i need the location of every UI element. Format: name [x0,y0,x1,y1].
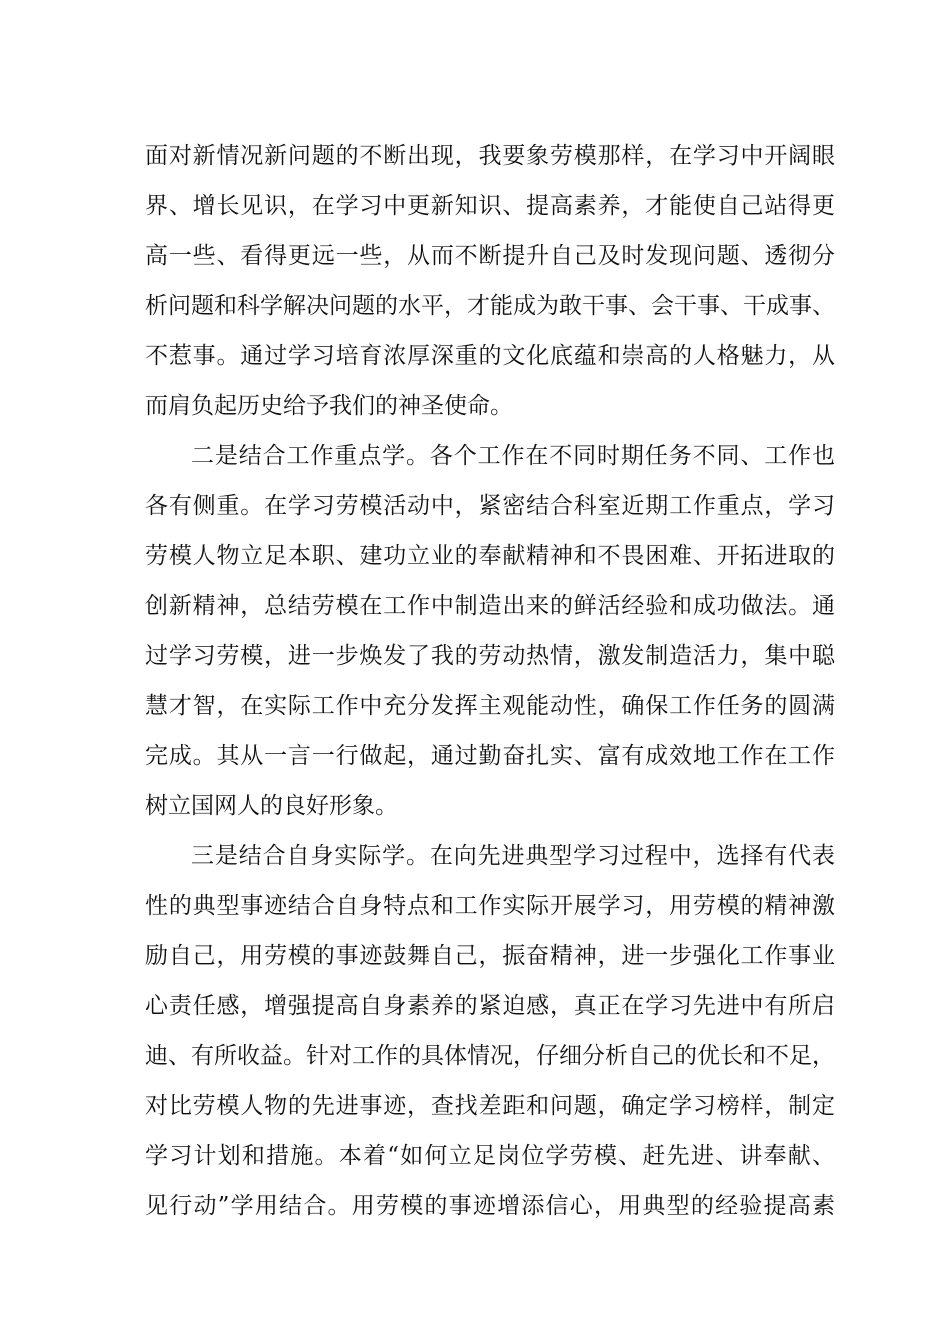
text-line: 界、增长见识，在学习中更新知识、提高素养，才能使自己站得更 [145,193,835,219]
text-line: 心责任感，增强提高自身素养的紧迫感，真正在学习先进中有所启 [145,993,835,1019]
text-line: 劳模人物立足本职、建功立业的奉献精神和不畏困难、开拓进取的 [145,543,835,569]
paragraph-self-practice [145,831,835,1231]
text-line: 二是结合工作重点学。各个工作在不同时期任务不同、工作也 [191,443,835,469]
text-line: 慧才智，在实际工作中充分发挥主观能动性，确保工作任务的圆满 [145,693,835,719]
text-line: 对比劳模人物的先进事迹，查找差距和问题，确定学习榜样，制定 [145,1093,835,1119]
text-line: 不惹事。通过学习培育浓厚深重的文化底蕴和崇高的人格魅力，从 [145,343,835,369]
paragraph-continuation [145,131,835,431]
text-line: 树立国网人的良好形象。 [145,793,398,819]
text-line: 面对新情况新问题的不断出现，我要象劳模那样，在学习中开阔眼 [145,143,835,169]
paragraph-work-focus [145,431,835,831]
text-line: 励自己，用劳模的事迹鼓舞自己，振奋精神，进一步强化工作事业 [145,943,835,969]
text-line: 三是结合自身实际学。在向先进典型学习过程中，选择有代表 [191,843,835,869]
text-line: 见行动”学用结合。用劳模的事迹增添信心，用典型的经验提高素 [145,1193,835,1219]
text-line: 各有侧重。在学习劳模活动中，紧密结合科室近期工作重点，学习 [145,493,835,519]
text-line: 完成。其从一言一行做起，通过勤奋扎实、富有成效地工作在工作 [145,743,835,769]
text-line: 过学习劳模，进一步焕发了我的劳动热情，激发制造活力，集中聪 [145,643,835,669]
text-line: 性的典型事迹结合自身特点和工作实际开展学习，用劳模的精神激 [145,893,835,919]
text-line: 迪、有所收益。针对工作的具体情况，仔细分析自己的优长和不足， [145,1043,835,1069]
text-line: 创新精神，总结劳模在工作中制造出来的鲜活经验和成功做法。通 [145,593,835,619]
text-line: 析问题和科学解决问题的水平，才能成为敢干事、会干事、干成事、 [145,293,835,319]
text-line: 而肩负起历史给予我们的神圣使命。 [145,393,513,419]
document-body [145,131,835,1231]
text-line: 学习计划和措施。本着“如何立足岗位学劳模、赶先进、讲奉献、 [145,1143,835,1169]
text-line: 高一些、看得更远一些，从而不断提升自己及时发现问题、透彻分 [145,243,835,269]
